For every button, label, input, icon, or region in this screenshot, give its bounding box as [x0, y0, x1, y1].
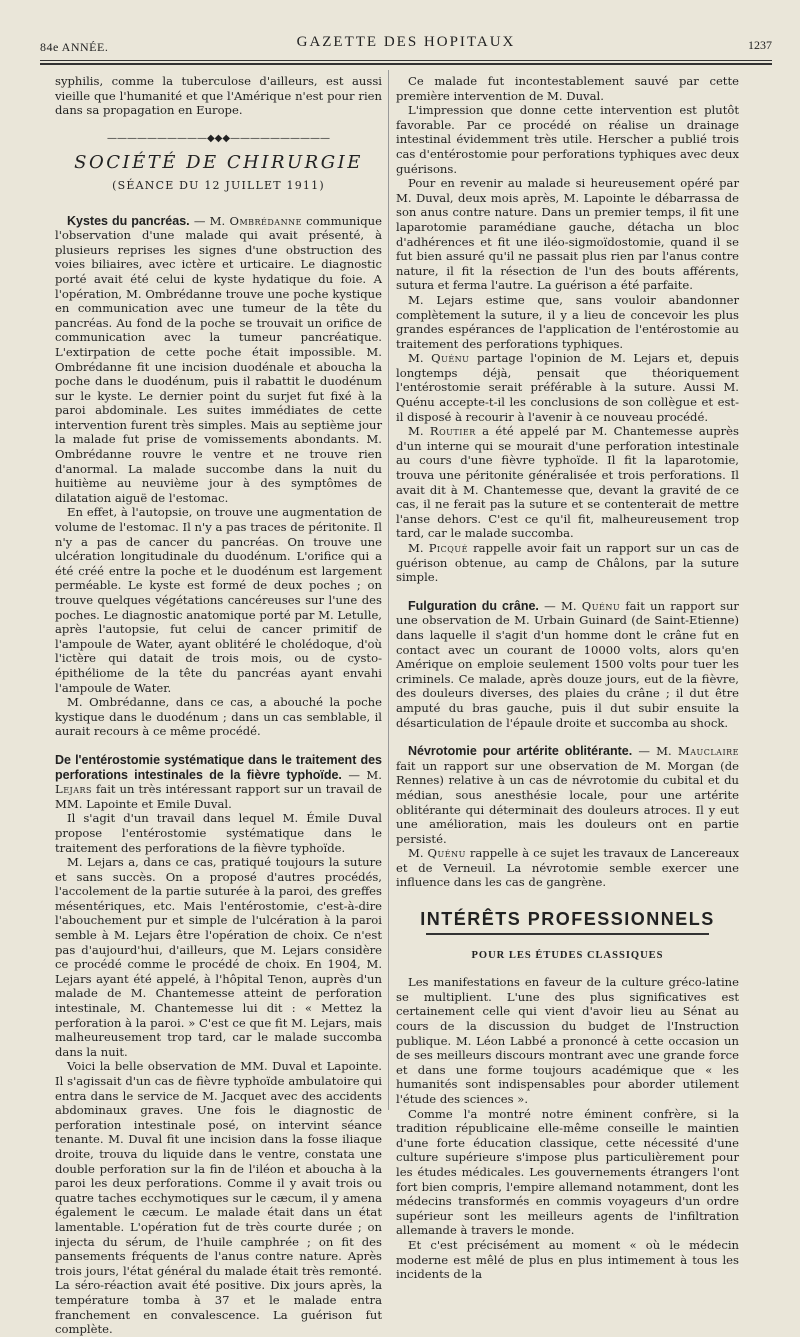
prefix: M.	[408, 541, 429, 555]
separator: — M.	[538, 598, 582, 613]
paragraph: fait un très intéressant rapport sur un travail de MM. Lapointe et Emile Duval.	[55, 782, 382, 811]
paragraph: L'impression que donne cette intervention est plutôt favorable. Par ce procédé on réalise un drainage intestinal évidemment très utile. Herscher a publié trois cas d'entérostomie pour perforations typhiques avec deux guérisons.	[396, 103, 739, 176]
paragraph	[396, 541, 739, 585]
paragraph-text: rappelle avoir fait un rapport sur un cas de guérison obtenue, au camp de Châlons, par la suture simple.	[396, 541, 739, 585]
paragraph: communique l'observation d'une malade qui avait présenté, à plusieurs reprises les signes d'une obstruction des voies biliaires, avec ictère et urticaire. Le diagnostic porté avait été celui de kyste hydatique du foie. A l'opération, M. Ombrédanne trouve une poche kystique en communication avec une tumeur de la tête du pancréas. Au fond de la poche se trouvait un orifice de communication avec la tumeur pancréatique. L'extirpation de cette poche était impossible. M. Ombrédanne fit une incision duodénale et aboucha la poche dans le duodénum, puis il rabattit le duodénum sur le kyste. Le dernier point du surjet fut fixé à la paroi abdominale. Les suites immédiates de cette intervention furent très simples. Mais au septième jour la malade fut prise de vomissements abondants. M. Ombrédanne rouvre le ventre et ne trouve rien d'anormal. La malade succombe dans la nuit du huitième au neuvième jour à des symptômes de dilatation aiguë de l'estomac.	[55, 213, 382, 505]
ornament-divider: ——————————◆◆◆——————————	[106, 132, 331, 144]
paragraph: M. Ombrédanne, dans ce cas, a abouché la poche kystique dans le duodénum ; dans un cas semblable, il aurait recours à ce même procédé.	[55, 695, 382, 739]
page-number: 1237	[748, 38, 772, 52]
paragraph: M. Lejars a, dans ce cas, pratiqué toujours la suture et sans succès. On a proposé d'autres procédés, l'accolement de la partie suturée à la paroi, des greffes mésentériques, etc. Mais l'entérostomie, c'est-à-dire l'abouchement pur et simple de l'ulcération à la paroi semble à M. Lejars être l'opération de choix. Ce n'est pas d'aujourd'hui, d'ailleurs, que M. Lejars considère ce procédé comme le procédé de choix. En 1904, M. Lejars ayant été appelé, à l'hôpital Tenon, auprès d'un malade de M. Chantemesse atteint de perforation intestinale, M. Chantemesse lui dit : « Mettez la perforation à la paroi. » C'est ce que fit M. Lejars, mais malheureusement trop tard, car le malade succomba dans la nuit.	[55, 855, 382, 1059]
year-label: 84e ANNÉE.	[40, 40, 109, 54]
paragraph: M. Lejars estime que, sans vouloir abandonner complètement la suture, il y a lieu de concevoir les plus grandes espérances de l'application de l'entérostomie au traitement des perforations typhiques.	[396, 292, 739, 351]
paragraph: syphilis, comme la tuberculose d'ailleurs, est aussi vieille que l'humanité et que l'Amérique n'est pour rien dans sa propagation en Europe.	[55, 74, 382, 118]
column-divider	[388, 70, 389, 1110]
paragraph: Ce malade fut incontestablement sauvé par cette première intervention de M. Duval.	[396, 74, 739, 103]
author-name: Ombrédanne	[229, 213, 302, 228]
prefix: M.	[408, 351, 432, 366]
header-rule	[40, 60, 772, 61]
section-heading: INTÉRÊTS PROFESSIONNELS	[420, 909, 715, 930]
paragraph: Il s'agit d'un travail dans lequel M. Émile Duval propose l'entérostomie systématique dans le traitement des perforations de la fièvre typhoïde.	[55, 811, 382, 855]
paragraph-text: partage l'opinion de M. Lejars et, depuis longtemps déjà, pensait que théoriquement l'entérostomie serait préférable à la suture. Aussi M. Quénu accepte-t-il les conclusions de son collègue et est-il disposé à recourir à l'avenir à ce nouveau procédé.	[396, 351, 739, 424]
separator: — M.	[341, 767, 382, 782]
article-nevrotomie	[396, 744, 739, 846]
paragraph: fait un rapport sur une observation de M. Morgan (de Rennes) relative à un cas de névrotomie du cubital et du médian, sous anesthésie locale, pour une artérite oblitérante qui déterminait des douleurs atroces. Il y eut une amélioration, mais les douleurs ont en partie persisté.	[396, 758, 739, 846]
article-enterostomie	[55, 753, 382, 811]
paragraph: Pour en revenir au malade si heureusement opéré par M. Duval, deux mois après, M. Lapointe le débarrassa de son anus contre nature. Dans un premier temps, il fit une laparotomie paramédiane gauche, détacha un bloc d'adhérences et fit une iléo-sigmoïdostomie, quand il se fut bien assuré qu'il ne passait plus rien par l'anus contre nature, il fit la résection de l'un des bouts afférents, sutura et ferma l'autre. La guérison a été parfaite.	[396, 176, 739, 293]
paragraph	[396, 846, 739, 890]
paragraph: En effet, à l'autopsie, on trouve une augmentation de volume de l'estomac. Il n'y a pas traces de péritonite. Il n'y a pas de cancer du pancréas. On trouve une ulcération longitudinale du duodénum. L'orifice qui a été créé entre la poche et le duodénum est largement perméable. Le kyste est formé de deux poches ; on trouve quelques végétations cancéreuses sur l'une des poches. Le diagnostic anatomique porté par M. Letulle, après l'autopsie, fut celui de cancer primitif de l'ampoule de Water, ayant oblitéré le cholédoque, d'où l'ictère qui datait de trois mois, ou de cysto-épithéliome de la tête du pancréas ayant envahi l'ampoule de Water.	[55, 505, 382, 695]
article-fulguration	[396, 599, 739, 730]
paragraph: Les manifestations en faveur de la culture gréco-latine se multiplient. L'une des plus significatives est certainement celle qui vient d'avoir lieu au Sénat au cours de la discussion du budget de l'Instruction publique. M. Léon Labbé a prononcé à cette occasion un de ses meilleurs discours montrant avec une grande force et dans une forme toujours académique que « les humanités sont indispensables pour aborder utilement l'étude des sciences ».	[396, 975, 739, 1106]
author-name: Quénu	[427, 846, 466, 861]
paragraph	[396, 424, 739, 541]
author-name: Quénu	[581, 598, 621, 613]
prefix: M.	[408, 424, 430, 439]
article-pancreas	[55, 214, 382, 506]
section-rule	[426, 933, 709, 935]
header-rule-thick	[40, 63, 772, 65]
author-name: Lejars	[55, 782, 93, 797]
right-column	[396, 74, 739, 1282]
article-subheading: POUR LES ÉTUDES CLASSIQUES	[471, 949, 664, 961]
author-name: Picqué	[428, 541, 468, 555]
paragraph-text: rappelle à ce sujet les travaux de Lancereaux et de Verneuil. La névrotomie semble exercer une influence dans les cas de gangrène.	[396, 846, 739, 890]
paragraph: Et c'est précisément au moment « où le médecin moderne est mêlé de plus en plus intimement à tous les incidents de la	[396, 1237, 739, 1282]
left-column	[55, 74, 382, 1337]
paragraph-text: a été appelé par M. Chantemesse auprès d'un interne qui se mourait d'une perforation intestinale au cours d'une fièvre typhoïde. Il fit la laparotomie, trouva une péritonite généralisée et trois perforations. Il avait dit à M. Chantemesse que, devant la gravité de ce cas, il ne ferait pas la suture et se contenterait de mettre l'anse dehors. C'est ce qu'il fit, malheureusement trop tard, car le malade succomba.	[396, 424, 739, 541]
author-name: Mauclaire	[677, 744, 739, 759]
paragraph: Comme l'a montré notre éminent confrère, si la tradition républicaine elle-même conseille le maintien d'une forte éducation classique, cette nécessité d'une culture supérieure s'impose plus particulièrement pour les études médicales. Les gouvernements étrangers l'ont fort bien compris, l'empire allemand notamment, dont les médecins transformés en commis voyageurs d'un ordre supérieur sont les meilleurs agents de l'infiltration allemande à travers le monde.	[396, 1106, 739, 1238]
paragraph: Voici la belle observation de MM. Duval et Lapointe. Il s'agissait d'un cas de fièvre typhoïde ambulatoire qui entra dans le service de M. Jacquet avec des accidents abdominaux graves. Une fois le diagnostic de perforation intestinale posé, on intervint séance tenante. M. Duval fit une incision dans la fosse iliaque droite, trouva du liquide dans le ventre, constata une double perforation sur la fin de l'iléon et aboucha à la paroi les deux perforations. Comme il y avait trois ou quatre taches ecchymotiques sur le cæcum, il y amena également le cæcum. Le malade était dans un état lamentable. L'opération fut de très courte durée ; on injecta du sérum, de l'huile camphrée ; on fit des pansements fréquents de l'anus contre nature. Après trois jours, l'état général du malade était très remonté. La séro-réaction avait été positive. Dix jours après, la température tomba à 37 et le malade entra franchement en convalescence. La guérison fut complète.	[55, 1059, 382, 1337]
section-title: SOCIÉTÉ DE CHIRURGIE	[74, 152, 363, 174]
prefix: M.	[408, 846, 428, 861]
author-name: Routier	[429, 424, 476, 439]
article-heading: Névrotomie pour artérite oblitérante.	[408, 744, 633, 759]
author-name: Quénu	[431, 351, 470, 366]
paragraph	[396, 351, 739, 424]
paragraph: fait un rapport sur une observation de M. Urbain Guinard (de Saint-Etienne) dans laquelle il s'agit d'un homme dont le crâne fut en contact avec un courant de 10000 volts, alors qu'en Amérique on emploie seulement 1500 volts pour tuer les criminels. Ce malade, après douze jours, eut de la fièvre, des douleurs diverses, des plaies du crâne ; il dut être amputé du bras gauche, puis il dut subir ensuite la désarticulation de l'épaule droite et succomba au shock.	[396, 598, 739, 730]
page-header	[40, 34, 772, 56]
separator: — M.	[189, 213, 230, 228]
article-heading: De l'entérostomie systématique dans le traitement des perforations intestinales de la fièvre typhoïde.	[55, 752, 382, 782]
journal-title: GAZETTE DES HOPITAUX	[296, 34, 516, 50]
article-heading: Fulguration du crâne.	[408, 598, 539, 613]
article-heading: Kystes du pancréas.	[67, 213, 190, 228]
separator: — M.	[632, 744, 678, 759]
section-subtitle: (SÉANCE DU 12 JUILLET 1911)	[112, 178, 325, 192]
